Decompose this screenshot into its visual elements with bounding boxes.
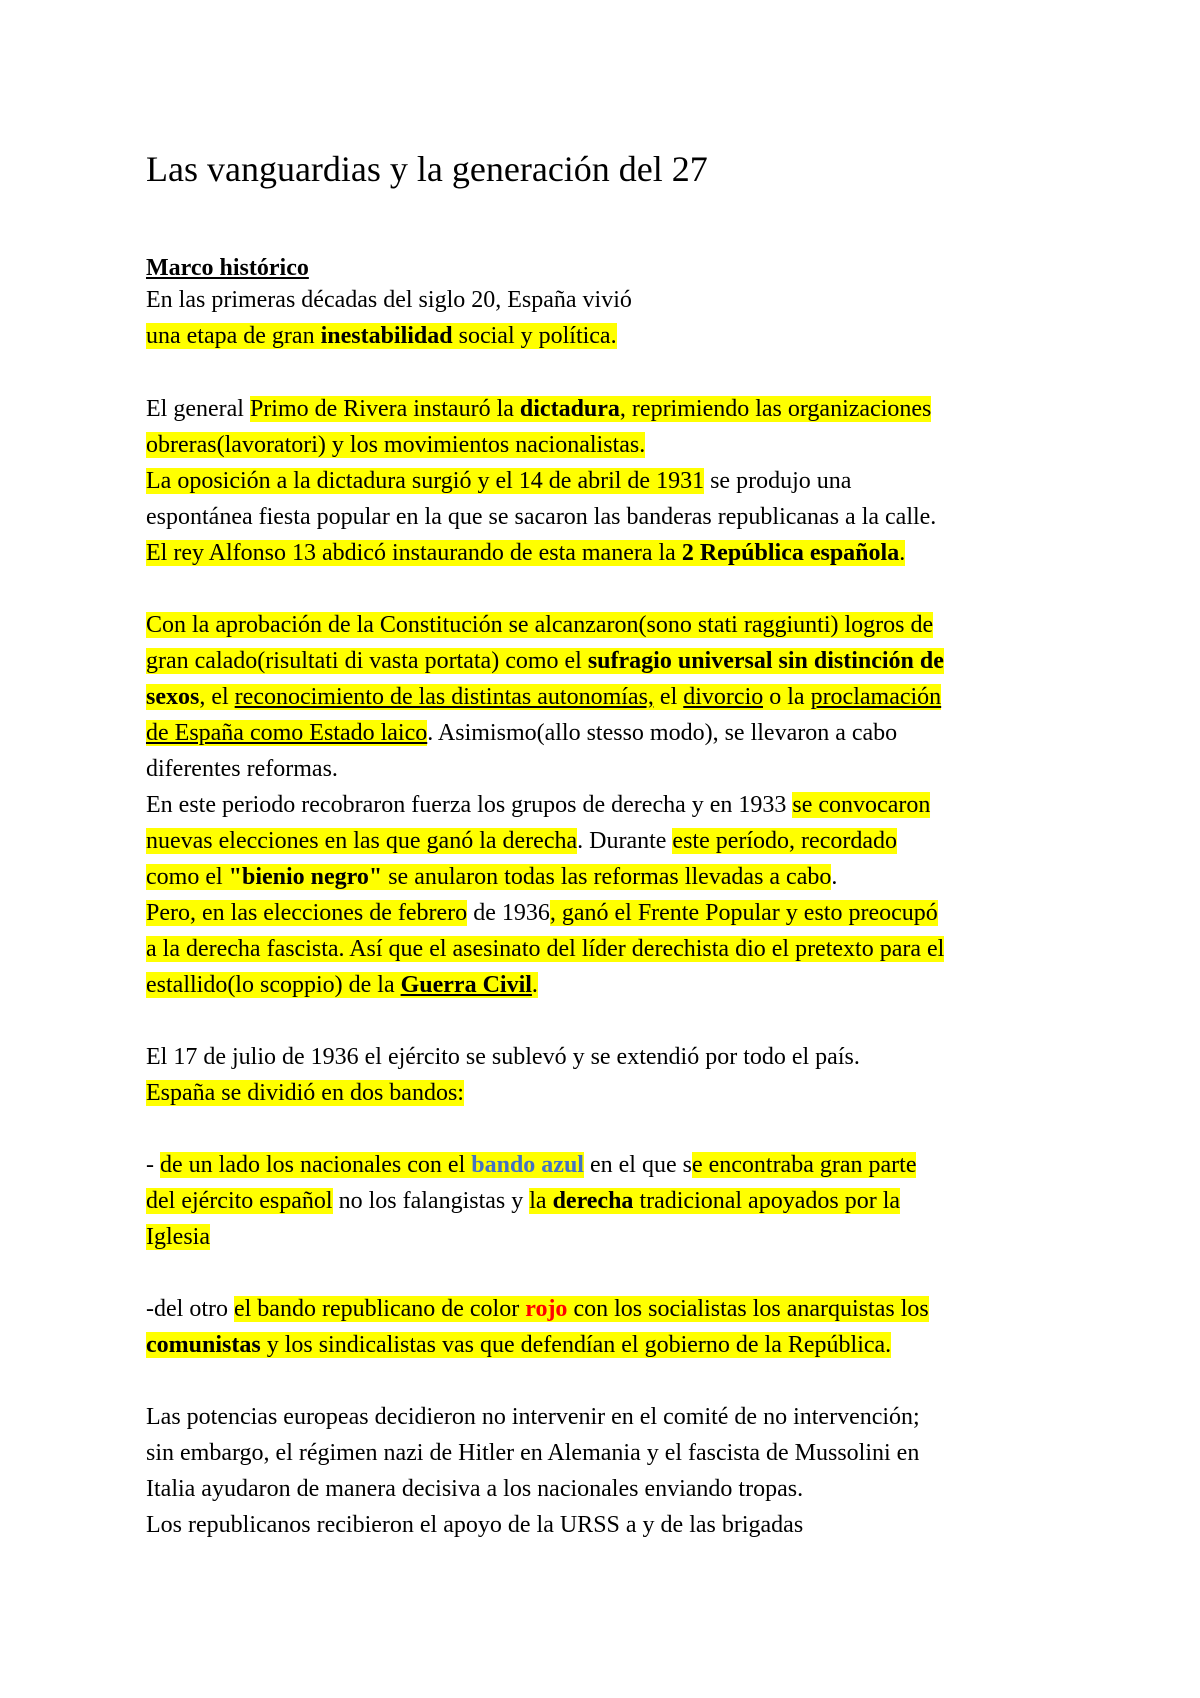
highlight-segment: el <box>653 684 684 710</box>
text-line-21 <box>146 1149 916 1181</box>
text-line-27 <box>146 1437 919 1469</box>
text-line-11 <box>146 717 897 749</box>
line-segment: no los falangistas y <box>332 1188 530 1214</box>
text-line-22 <box>146 1185 900 1217</box>
text-line-23 <box>146 1221 210 1253</box>
text-line-16 <box>146 897 938 929</box>
text-line-20 <box>146 1077 464 1109</box>
highlight-segment: del ejército español <box>146 1188 333 1214</box>
highlight-segment: , el <box>199 684 235 710</box>
highlight-segment: como el <box>146 864 229 890</box>
highlight-segment: . <box>531 972 538 998</box>
highlight-segment: a la derecha fascista. Así que el asesinato del líder derechista dio el pretexto para el <box>146 936 945 962</box>
highlight-segment: y los sindicalistas vas que defendían el gobierno de la República. <box>260 1332 892 1358</box>
highlight-segment: Iglesia <box>146 1224 210 1250</box>
highlight-segment: la <box>529 1188 553 1214</box>
text-line-15 <box>146 861 837 893</box>
text-line-28 <box>146 1473 803 1505</box>
highlight-segment: El rey Alfonso 13 abdicó instaurando de esta manera la <box>146 540 682 566</box>
line-segment: . <box>831 864 838 890</box>
red-bold-segment: rojo <box>525 1296 568 1322</box>
highlight-segment: este período, recordado <box>672 828 897 854</box>
line-segment: En este periodo recobraron fuerza los grupos de derecha y en 1933 <box>146 792 793 818</box>
highlight-segment: Con la aprobación de la Constitución se alcanzaron(sono stati raggiunti) logros de <box>146 612 934 638</box>
line-segment: . Durante <box>577 828 673 854</box>
line-segment: sin embargo, el régimen nazi de Hitler en Alemania y el fascista de Mussolini en <box>146 1440 920 1466</box>
highlight-underline-segment: proclamación <box>810 684 942 710</box>
highlight-bold-segment: dictadura <box>519 396 620 422</box>
highlight-segment: tradicional apoyados por la <box>633 1188 901 1214</box>
line-segment: El general <box>146 396 250 422</box>
line-segment: en el que s <box>583 1152 692 1178</box>
text-line-13 <box>146 789 930 821</box>
line-segment: espontánea fiesta popular en la que se sacaron las banderas republicanas a la calle. <box>146 504 937 530</box>
highlight-segment: una etapa de gran <box>146 323 321 349</box>
text-line-2 <box>146 320 617 352</box>
text-line-9 <box>146 645 944 677</box>
highlight-segment: . <box>899 540 906 566</box>
highlight-underline-segment: divorcio <box>683 684 764 710</box>
text-line-25 <box>146 1329 891 1361</box>
highlight-bold-underline-segment: Guerra Civil <box>400 972 532 998</box>
line-segment: - <box>146 1152 160 1178</box>
line-segment: se produjo una <box>704 468 852 494</box>
highlight-bold-segment: 2 República española <box>681 540 900 566</box>
highlight-bold-segment: sexos <box>146 684 200 710</box>
text-line-19 <box>146 1041 860 1073</box>
highlight-segment: e encontraba gran parte <box>691 1152 917 1178</box>
highlight-segment: estallido(lo scoppio) de la <box>146 972 401 998</box>
line-segment: Las potencias europeas decidieron no intervenir en el comité de no intervención; <box>146 1404 920 1430</box>
document-title: Las vanguardias y la generación del 27 <box>146 149 708 189</box>
highlight-bold-segment: derecha <box>552 1188 634 1214</box>
highlight-segment: , reprimiendo las organizaciones <box>619 396 932 422</box>
line-segment: -del otro <box>146 1296 234 1322</box>
line-segment: En las primeras décadas del siglo 20, España vivió <box>146 287 632 313</box>
text-line-7 <box>146 537 905 569</box>
section-heading-marco-historico: Marco histórico <box>146 255 309 281</box>
highlight-segment: obreras(lavoratori) y los movimientos nacionalistas. <box>146 432 646 458</box>
blue-bold-segment: bando azul <box>471 1152 584 1178</box>
text-line-18 <box>146 969 538 1001</box>
highlight-segment: gran calado(risultati di vasta portata) como el <box>146 648 588 674</box>
highlight-segment: , ganó el Frente Popular y esto preocupó <box>549 900 938 926</box>
highlight-bold-segment: "bienio negro" <box>228 864 383 890</box>
line-segment: El 17 de julio de 1936 el ejército se sublevó y se extendió por todo el país. <box>146 1044 860 1070</box>
line-segment: Los republicanos recibieron el apoyo de la URSS a y de las brigadas <box>146 1512 804 1538</box>
highlight-segment: o la <box>763 684 811 710</box>
text-line-1 <box>146 284 632 316</box>
highlight-segment: con los socialistas los anarquistas los <box>567 1296 929 1322</box>
highlight-segment: España se dividió en dos bandos: <box>146 1080 464 1106</box>
text-line-10 <box>146 681 941 713</box>
highlight-segment: La oposición a la dictadura surgió y el 14 de abril de 1931 <box>146 468 705 494</box>
text-line-29 <box>146 1509 803 1541</box>
line-segment: de 1936 <box>467 900 550 926</box>
text-line-26 <box>146 1401 920 1433</box>
text-line-5 <box>146 465 851 497</box>
text-line-6 <box>146 501 936 533</box>
highlight-segment: se convocaron <box>792 792 931 818</box>
text-line-4 <box>146 429 645 461</box>
highlight-underline-segment: reconocimiento de las distintas autonomías, <box>234 684 654 710</box>
highlight-segment: Pero, en las elecciones de febrero <box>146 900 468 926</box>
text-line-17 <box>146 933 944 965</box>
highlight-segment: nuevas elecciones en las que ganó la derecha <box>146 828 578 854</box>
text-line-3 <box>146 393 931 425</box>
highlight-bold-segment: comunistas <box>146 1332 261 1358</box>
highlight-segment: el bando republicano de color <box>233 1296 526 1322</box>
highlight-bold-segment: inestabilidad <box>320 323 453 349</box>
highlight-segment: se anularon todas las reformas llevadas a cabo <box>382 864 832 890</box>
line-segment: Italia ayudaron de manera decisiva a los nacionales enviando tropas. <box>146 1476 804 1502</box>
text-line-14 <box>146 825 897 857</box>
highlight-underline-segment: de España como Estado laico <box>146 720 428 746</box>
line-segment: . Asimismo(allo stesso modo), se llevaron a cabo <box>427 720 898 746</box>
highlight-segment: de un lado los nacionales con el <box>160 1152 472 1178</box>
highlight-segment: social y política. <box>452 323 617 349</box>
text-line-12 <box>146 753 338 785</box>
text-line-8 <box>146 609 933 641</box>
highlight-bold-segment: sufragio universal sin distinción de <box>587 648 944 674</box>
line-segment: diferentes reformas. <box>146 756 338 782</box>
highlight-segment: Primo de Rivera instauró la <box>249 396 520 422</box>
text-line-24 <box>146 1293 929 1325</box>
